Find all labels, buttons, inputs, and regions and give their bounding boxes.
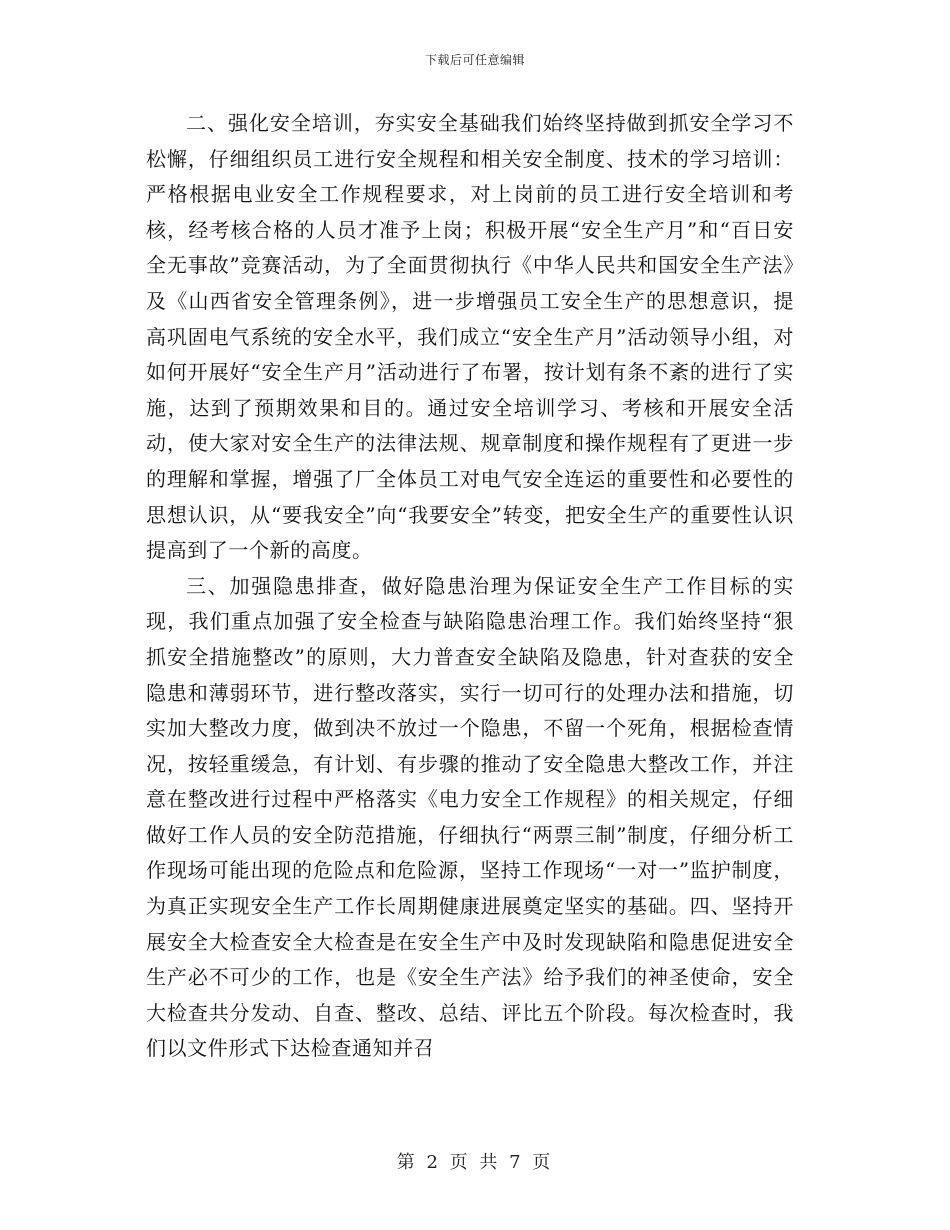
paragraph-safety-training: 二、强化安全培训，夯实安全基础我们始终坚持做到抓安全学习不松懈，仔细组织员工进行安全规程和相关安全制度、技术的学习培训：严格根据电业安全工作规程要求，对上岗前的员工进行安全培训和考核，经考核合格的人员才准予上岗；积极开展“安全生产月”和“百日安全无事故”竞赛活动，为了全面贯彻执行《中华人民共和国安全生产法》及《山西省安全管理条例》，进一步增强员工安全生产的思想意识，提高巩固电气系统的安全水平，我们成立“安全生产月”活动领导小组，对如何开展好“安全生产月”活动进行了布署，按计划有条不紊的进行了实施，达到了预期效果和目的。通过安全培训学习、考核和开展安全活动，使大家对安全生产的法律法规、规章制度和操作规程有了更进一步的理解和掌握，增强了厂全体员工对电气安全连运的重要性和必要性的思想认识，从“要我安全”向“我要安全”转变，把安全生产的重要性认识提高到了一个新的高度。 [146,111,794,563]
page-header-note: 下载后可任意编辑 [424,53,525,67]
document-body [146,106,794,1067]
paragraph-hazard-inspection: 三、加强隐患排查，做好隐患治理为保证安全生产工作目标的实现，我们重点加强了安全检查与缺陷隐患治理工作。我们始终坚持“狠抓安全措施整改”的原则，大力普查安全缺陷及隐患，针对查获的安全隐患和薄弱环节，进行整改落实，实行一切可行的处理办法和措施，切实加大整改力度，做到决不放过一个隐患，不留一个死角，根据检查情况，按轻重缓急，有计划、有步骤的推动了安全隐患大整改工作，并注意在整改进行过程中严格落实《电力安全工作规程》的相关规定，仔细做好工作人员的安全防范措施，仔细执行“两票三制”制度，仔细分析工作现场可能出现的危险点和危险源，坚持工作现场“一对一”监护制度，为真正实现安全生产工作长周期健康进展奠定坚实的基础。四、坚持开展安全大检查安全大检查是在安全生产中及时发现缺陷和隐患促进安全生产必不可少的工作，也是《安全生产法》给予我们的神圣使命，安全大检查共分发动、自查、整改、总结、评比五个阶段。每次检查时，我们以文件形式下达检查通知并召 [146,573,794,1061]
page-number-footer: 第 2 页 共 7 页 [396,1152,554,1173]
